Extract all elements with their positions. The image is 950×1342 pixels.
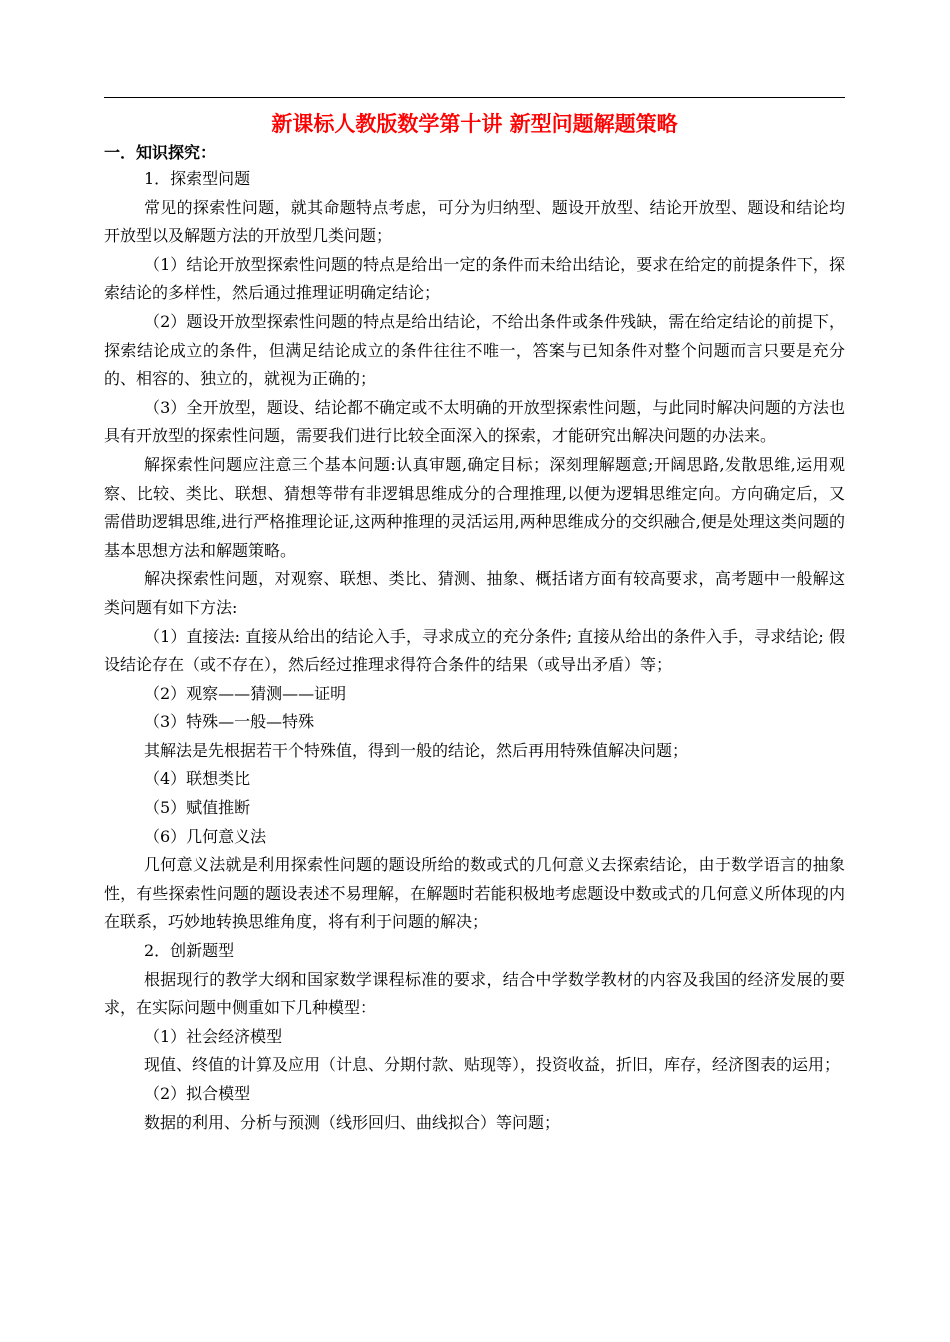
- paragraph: （2）拟合模型: [144, 1084, 251, 1103]
- paragraph: 常见的探索性问题，就其命题特点考虑，可分为归纳型、题设开放型、结论开放型、题设和结论均开放型以及解题方法的开放型几类问题；: [104, 197, 845, 246]
- paragraph: （1）直接法: 直接从给出的结论入手，寻求成立的充分条件; 直接从给出的条件入手，寻求结论; 假设结论存在（或不存在），然后经过推理求得符合条件的结果（或导出矛盾）等；: [104, 626, 845, 675]
- paragraph: 1．探索型问题: [144, 169, 251, 188]
- paragraph: 几何意义法就是利用探索性问题的题设所给的数或式的几何意义去探索结论，由于数学语言的抽象性，有些探索性问题的题设表述不易理解，在解题时若能积极地考虑题设中数或式的几何意义所体现的内在联系，巧妙地转换思维角度，将有利于问题的解决；: [104, 855, 845, 932]
- paragraph: 根据现行的教学大纲和国家数学课程标准的要求，结合中学数学教材的内容及我国的经济发展的要求，在实际问题中侧重如下几种模型：: [104, 969, 845, 1018]
- document-body: [104, 165, 845, 1137]
- paragraph: 解决探索性问题，对观察、联想、类比、猜测、抽象、概括诸方面有较高要求，高考题中一般解这类问题有如下方法:: [104, 569, 845, 617]
- paragraph: （4）联想类比: [144, 769, 251, 789]
- paragraph: （6）几何意义法: [144, 826, 267, 846]
- paragraph: （1）社会经济模型: [144, 1026, 283, 1046]
- section-heading: 一．知识探究：: [104, 143, 217, 162]
- paragraph: （3）全开放型，题设、结论都不确定或不太明确的开放型探索性问题，与此同时解决问题的方法也具有开放型的探索性问题，需要我们进行比较全面深入的探索，才能研究出解决问题的办法来。: [104, 397, 845, 446]
- paragraph: 其解法是先根据若干个特殊值，得到一般的结论，然后再用特殊值解决问题；: [144, 740, 689, 760]
- document-title: 新课标人教版数学第十讲 新型问题解题策略: [271, 111, 678, 136]
- paragraph: （2）题设开放型探索性问题的特点是给出结论，不给出条件或条件残缺，需在给定结论的前提下，探索结论成立的条件，但满足结论成立的条件往往不唯一，答案与已知条件对整个问题而言只要是充分的、相容的、独立的，就视为正确的；: [104, 311, 845, 389]
- paragraph: 解探索性问题应注意三个基本问题:认真审题,确定目标；深刻理解题意;开阔思路,发散思维,运用观察、比较、类比、联想、猜想等带有非逻辑思维成分的合理推理,以便为逻辑思维定向。方向确定后，又需借助逻辑思维,进行严格推理论证,这两种推理的灵活运用,两种思维成分的交织融合,便是处理这类问题的基本思想方法和解题策略。: [104, 454, 845, 560]
- paragraph: 现值、终值的计算及应用（计息、分期付款、贴现等），投资收益，折旧，库存，经济图表的运用；: [144, 1055, 841, 1075]
- paragraph: 数据的利用、分析与预测（线形回归、曲线拟合）等问题；: [144, 1112, 561, 1132]
- paragraph: （5）赋值推断: [144, 798, 251, 818]
- paragraph: 2．创新题型: [144, 941, 235, 961]
- paragraph: （3）特殊—一般—特殊: [144, 712, 315, 732]
- header-rule: [104, 97, 845, 98]
- paragraph: （2）观察——猜测——证明: [144, 683, 347, 703]
- paragraph: （1）结论开放型探索性问题的特点是给出一定的条件而未给出结论，要求在给定的前提条件下，探索结论的多样性，然后通过推理证明确定结论；: [104, 254, 845, 303]
